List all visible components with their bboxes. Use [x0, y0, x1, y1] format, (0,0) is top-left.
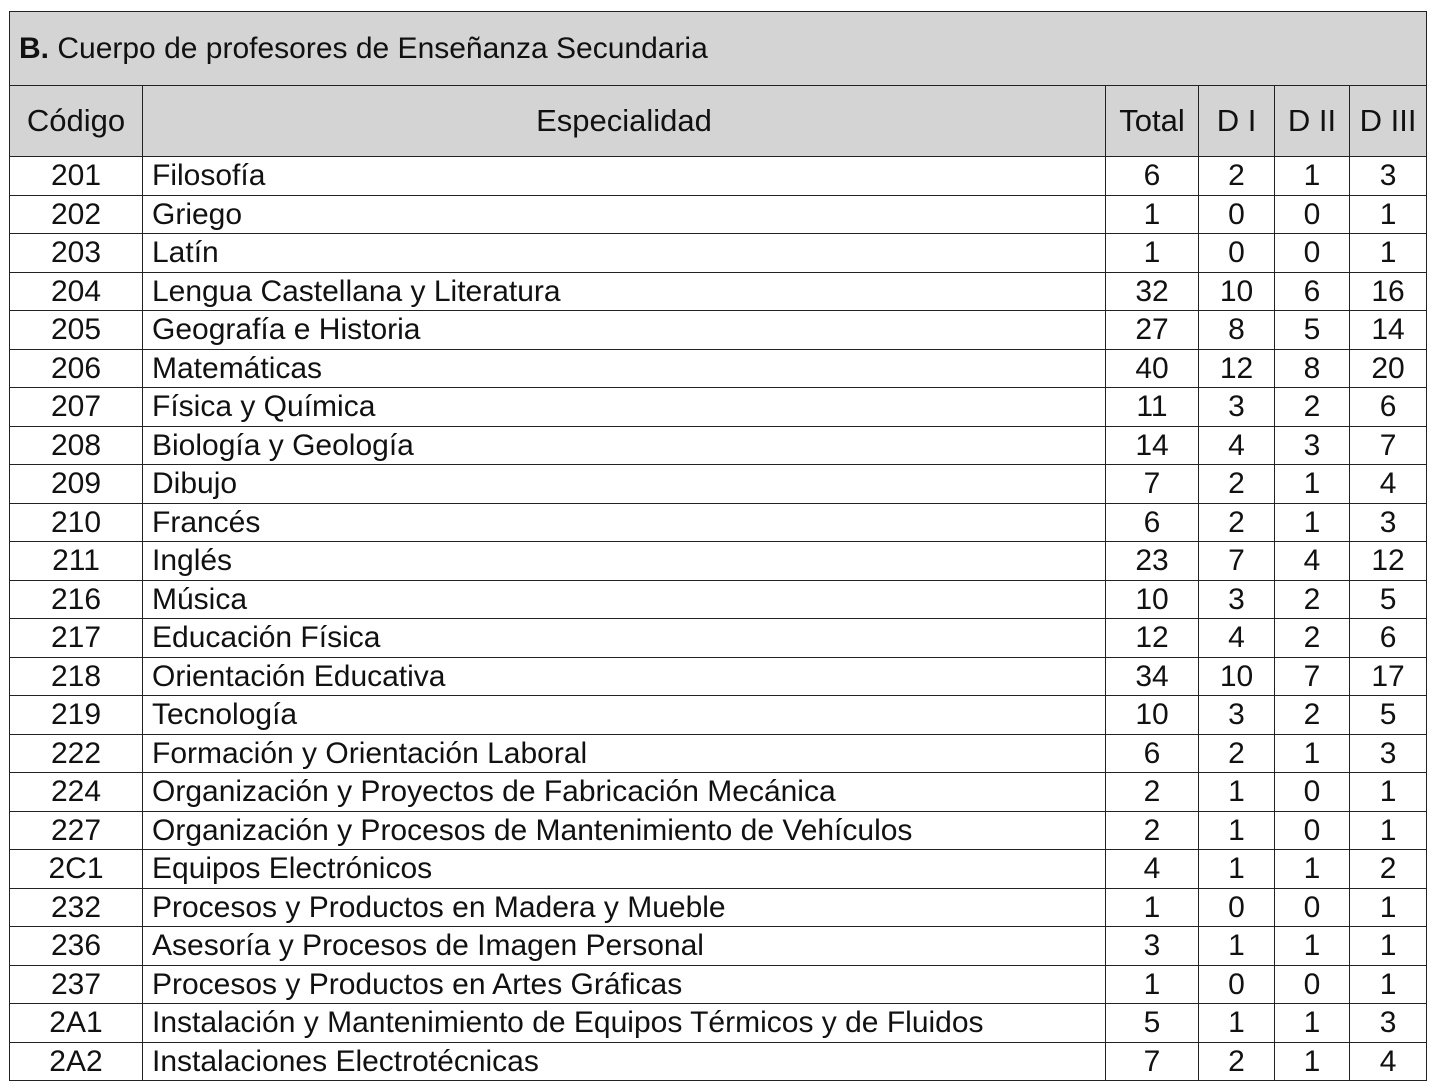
cell-total: 34 [1106, 657, 1199, 696]
cell-specialty: Asesoría y Procesos de Imagen Personal [143, 927, 1106, 966]
cell-total: 4 [1106, 850, 1199, 889]
table-row [10, 850, 1427, 889]
table-row [10, 234, 1427, 273]
cell-d2: 7 [1275, 657, 1350, 696]
cell-code: 201 [10, 157, 143, 196]
cell-specialty: Biología y Geología [143, 426, 1106, 465]
cell-total: 2 [1106, 811, 1199, 850]
table-row [10, 734, 1427, 773]
cell-d1: 0 [1199, 234, 1275, 273]
cell-d3: 5 [1350, 696, 1427, 735]
cell-d1: 2 [1199, 157, 1275, 196]
cell-total: 40 [1106, 349, 1199, 388]
cell-total: 7 [1106, 1042, 1199, 1081]
section-title [10, 12, 1427, 86]
cell-d2: 0 [1275, 965, 1350, 1004]
table-row [10, 388, 1427, 427]
header-d3: D III [1350, 86, 1427, 157]
cell-specialty: Geografía e Historia [143, 311, 1106, 350]
cell-d1: 1 [1199, 811, 1275, 850]
cell-code: 204 [10, 272, 143, 311]
cell-specialty: Equipos Electrónicos [143, 850, 1106, 889]
cell-code: 205 [10, 311, 143, 350]
cell-d2: 1 [1275, 465, 1350, 504]
cell-d3: 3 [1350, 734, 1427, 773]
cell-d1: 1 [1199, 850, 1275, 889]
cell-d3: 7 [1350, 426, 1427, 465]
table-row [10, 195, 1427, 234]
cell-d1: 4 [1199, 426, 1275, 465]
cell-code: 2A1 [10, 1004, 143, 1043]
cell-specialty: Procesos y Productos en Madera y Mueble [143, 888, 1106, 927]
cell-total: 32 [1106, 272, 1199, 311]
cell-total: 14 [1106, 426, 1199, 465]
cell-total: 10 [1106, 580, 1199, 619]
cell-d3: 1 [1350, 927, 1427, 966]
cell-code: 209 [10, 465, 143, 504]
cell-total: 6 [1106, 503, 1199, 542]
cell-code: 224 [10, 773, 143, 812]
header-code: Código [10, 86, 143, 157]
cell-total: 11 [1106, 388, 1199, 427]
cell-d3: 17 [1350, 657, 1427, 696]
cell-d2: 0 [1275, 773, 1350, 812]
cell-total: 1 [1106, 965, 1199, 1004]
cell-total: 23 [1106, 542, 1199, 581]
cell-code: 227 [10, 811, 143, 850]
cell-d1: 0 [1199, 888, 1275, 927]
table-row [10, 965, 1427, 1004]
cell-d2: 3 [1275, 426, 1350, 465]
table-row [10, 349, 1427, 388]
cell-d2: 2 [1275, 619, 1350, 658]
cell-d2: 8 [1275, 349, 1350, 388]
cell-specialty: Instalación y Mantenimiento de Equipos Térmicos y de Fluidos [143, 1004, 1106, 1043]
cell-d1: 0 [1199, 195, 1275, 234]
cell-d3: 2 [1350, 850, 1427, 889]
table-row [10, 503, 1427, 542]
cell-total: 3 [1106, 927, 1199, 966]
cell-total: 7 [1106, 465, 1199, 504]
cell-code: 237 [10, 965, 143, 1004]
cell-d2: 1 [1275, 503, 1350, 542]
cell-d1: 0 [1199, 965, 1275, 1004]
cell-specialty: Latín [143, 234, 1106, 273]
table-row [10, 580, 1427, 619]
table-row [10, 927, 1427, 966]
cell-total: 10 [1106, 696, 1199, 735]
cell-d1: 1 [1199, 927, 1275, 966]
cell-code: 218 [10, 657, 143, 696]
cell-code: 203 [10, 234, 143, 273]
cell-d3: 3 [1350, 1004, 1427, 1043]
table-row [10, 773, 1427, 812]
cell-specialty: Matemáticas [143, 349, 1106, 388]
cell-d2: 0 [1275, 195, 1350, 234]
cell-d1: 2 [1199, 734, 1275, 773]
cell-code: 208 [10, 426, 143, 465]
cell-d3: 16 [1350, 272, 1427, 311]
cell-code: 222 [10, 734, 143, 773]
cell-d3: 1 [1350, 773, 1427, 812]
cell-d2: 1 [1275, 927, 1350, 966]
cell-d3: 6 [1350, 388, 1427, 427]
cell-d3: 4 [1350, 465, 1427, 504]
cell-d2: 6 [1275, 272, 1350, 311]
cell-d3: 6 [1350, 619, 1427, 658]
table-row [10, 542, 1427, 581]
cell-total: 1 [1106, 888, 1199, 927]
cell-code: 206 [10, 349, 143, 388]
cell-specialty: Dibujo [143, 465, 1106, 504]
cell-d2: 1 [1275, 1004, 1350, 1043]
cell-code: 2C1 [10, 850, 143, 889]
section-letter: B. [19, 31, 49, 65]
cell-d3: 3 [1350, 503, 1427, 542]
header-d1: D I [1199, 86, 1275, 157]
cell-code: 217 [10, 619, 143, 658]
cell-specialty: Instalaciones Electrotécnicas [143, 1042, 1106, 1081]
cell-d1: 3 [1199, 580, 1275, 619]
table-row [10, 696, 1427, 735]
cell-specialty: Formación y Orientación Laboral [143, 734, 1106, 773]
cell-total: 27 [1106, 311, 1199, 350]
cell-d2: 0 [1275, 888, 1350, 927]
cell-d1: 7 [1199, 542, 1275, 581]
cell-d2: 0 [1275, 811, 1350, 850]
cell-d3: 20 [1350, 349, 1427, 388]
cell-specialty: Francés [143, 503, 1106, 542]
cell-total: 2 [1106, 773, 1199, 812]
cell-d1: 10 [1199, 272, 1275, 311]
table-row [10, 311, 1427, 350]
cell-d1: 1 [1199, 773, 1275, 812]
cell-d2: 1 [1275, 734, 1350, 773]
cell-d2: 4 [1275, 542, 1350, 581]
cell-d1: 3 [1199, 696, 1275, 735]
cell-d1: 1 [1199, 1004, 1275, 1043]
cell-specialty: Lengua Castellana y Literatura [143, 272, 1106, 311]
cell-d3: 5 [1350, 580, 1427, 619]
cell-d3: 3 [1350, 157, 1427, 196]
cell-code: 219 [10, 696, 143, 735]
table-row [10, 888, 1427, 927]
cell-code: 211 [10, 542, 143, 581]
cell-specialty: Organización y Proyectos de Fabricación Mecánica [143, 773, 1106, 812]
cell-d3: 12 [1350, 542, 1427, 581]
cell-d2: 1 [1275, 1042, 1350, 1081]
cell-specialty: Orientación Educativa [143, 657, 1106, 696]
cell-d1: 3 [1199, 388, 1275, 427]
header-total: Total [1106, 86, 1199, 157]
specialties-table [9, 11, 1427, 1081]
cell-d1: 10 [1199, 657, 1275, 696]
cell-d2: 1 [1275, 850, 1350, 889]
section-title-text: Cuerpo de profesores de Enseñanza Secundaria [57, 31, 708, 65]
table-row [10, 657, 1427, 696]
cell-d2: 0 [1275, 234, 1350, 273]
cell-code: 207 [10, 388, 143, 427]
table-row [10, 272, 1427, 311]
table-row [10, 426, 1427, 465]
cell-specialty: Griego [143, 195, 1106, 234]
cell-d2: 2 [1275, 580, 1350, 619]
cell-d3: 1 [1350, 888, 1427, 927]
table-row [10, 1004, 1427, 1043]
table-row [10, 811, 1427, 850]
cell-specialty: Filosofía [143, 157, 1106, 196]
cell-specialty: Física y Química [143, 388, 1106, 427]
cell-d1: 12 [1199, 349, 1275, 388]
cell-d1: 2 [1199, 503, 1275, 542]
cell-code: 2A2 [10, 1042, 143, 1081]
cell-total: 1 [1106, 234, 1199, 273]
cell-code: 232 [10, 888, 143, 927]
cell-total: 1 [1106, 195, 1199, 234]
cell-d2: 1 [1275, 157, 1350, 196]
cell-d1: 2 [1199, 1042, 1275, 1081]
cell-specialty: Educación Física [143, 619, 1106, 658]
cell-code: 216 [10, 580, 143, 619]
table-row [10, 157, 1427, 196]
cell-code: 202 [10, 195, 143, 234]
table-row [10, 1042, 1427, 1081]
section-title-row [10, 12, 1427, 86]
cell-total: 5 [1106, 1004, 1199, 1043]
cell-total: 6 [1106, 157, 1199, 196]
cell-d1: 8 [1199, 311, 1275, 350]
cell-specialty: Procesos y Productos en Artes Gráficas [143, 965, 1106, 1004]
cell-d3: 1 [1350, 195, 1427, 234]
cell-d3: 14 [1350, 311, 1427, 350]
table-row [10, 465, 1427, 504]
header-d2: D II [1275, 86, 1350, 157]
table-body [10, 157, 1427, 1081]
cell-specialty: Música [143, 580, 1106, 619]
cell-d2: 5 [1275, 311, 1350, 350]
cell-d2: 2 [1275, 696, 1350, 735]
table-row [10, 619, 1427, 658]
cell-specialty: Organización y Procesos de Mantenimiento de Vehículos [143, 811, 1106, 850]
cell-d2: 2 [1275, 388, 1350, 427]
cell-d1: 4 [1199, 619, 1275, 658]
cell-specialty: Inglés [143, 542, 1106, 581]
cell-d3: 1 [1350, 811, 1427, 850]
cell-total: 6 [1106, 734, 1199, 773]
cell-code: 236 [10, 927, 143, 966]
cell-d3: 1 [1350, 234, 1427, 273]
cell-d3: 4 [1350, 1042, 1427, 1081]
header-specialty: Especialidad [143, 86, 1106, 157]
column-header-row [10, 86, 1427, 157]
cell-code: 210 [10, 503, 143, 542]
cell-total: 12 [1106, 619, 1199, 658]
cell-d1: 2 [1199, 465, 1275, 504]
cell-d3: 1 [1350, 965, 1427, 1004]
cell-specialty: Tecnología [143, 696, 1106, 735]
